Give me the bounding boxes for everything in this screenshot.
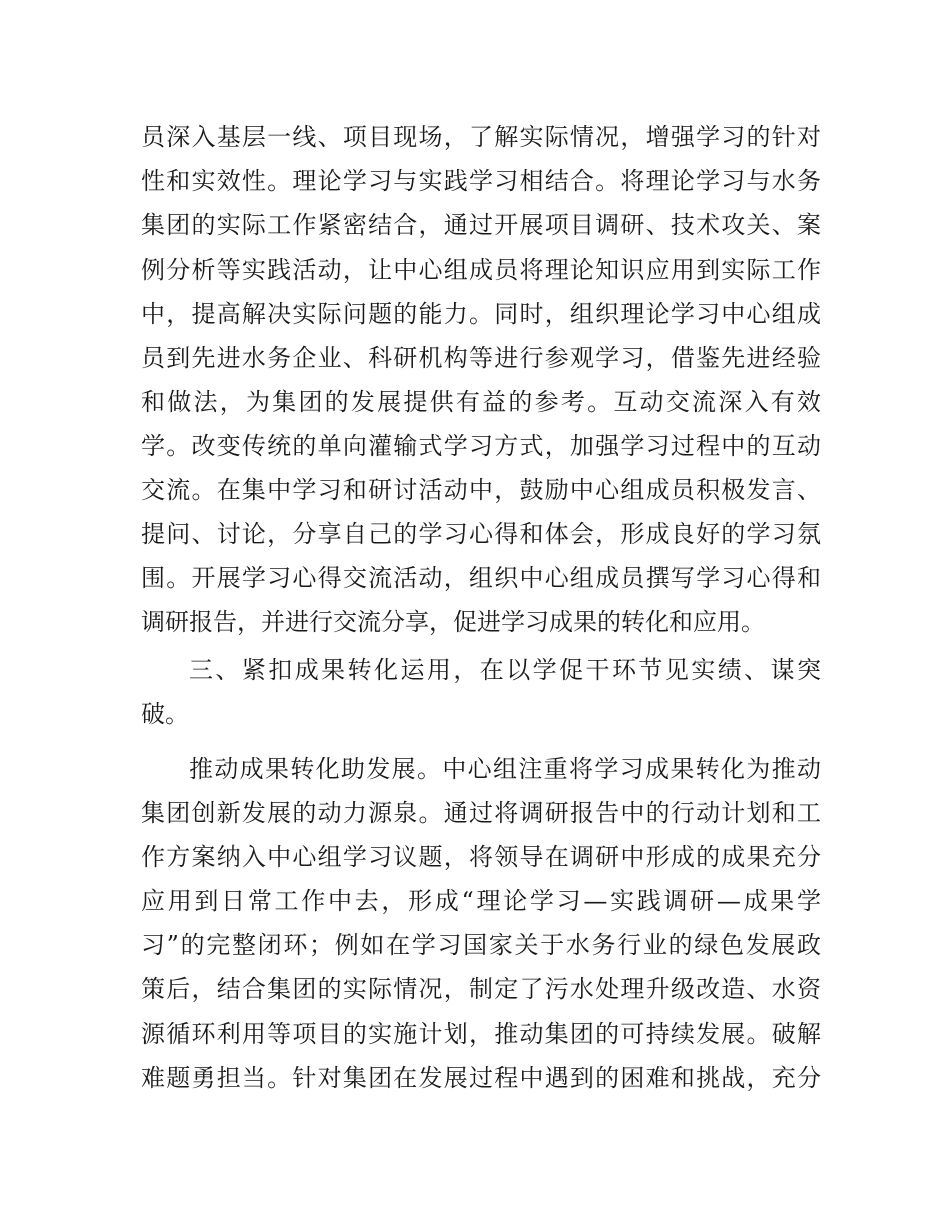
paragraph-line: 习”的完整闭环；例如在学习国家关于水务行业的绿色发展政: [141, 931, 821, 959]
paragraph-line: 难题勇担当。针对集团在发展过程中遇到的困难和挑战，充分: [141, 1064, 821, 1092]
paragraph-line: 调研报告，并进行交流分享，促进学习成果的转化和应用。: [141, 608, 765, 636]
paragraph-line: 应用到日常工作中去，形成“理论学习—实践调研—成果学: [141, 887, 821, 915]
paragraph-line: 源循环利用等项目的实施计划，推动集团的可持续发展。破解: [141, 1020, 821, 1048]
paragraph-line: 例分析等实践活动，让中心组成员将理论知识应用到实际工作: [141, 256, 821, 284]
paragraph-line: 集团创新发展的动力源泉。通过将调研报告中的行动计划和工: [141, 799, 821, 827]
paragraph-line: 作方案纳入中心组学习议题，将领导在调研中形成的成果充分: [141, 843, 821, 871]
section-heading-line: 破。: [141, 700, 189, 728]
paragraph-line: 集团的实际工作紧密结合，通过开展项目调研、技术攻关、案: [141, 211, 821, 239]
paragraph-line: 中，提高解决实际问题的能力。同时，组织理论学习中心组成: [141, 300, 821, 328]
paragraph-line: 性和实效性。理论学习与实践学习相结合。将理论学习与水务: [141, 167, 821, 195]
paragraph-line: 员深入基层一线、项目现场，了解实际情况，增强学习的针对: [141, 123, 821, 151]
paragraph-line: 围。开展学习心得交流活动，组织中心组成员撰写学习心得和: [141, 564, 821, 592]
paragraph-line: 交流。在集中学习和研讨活动中，鼓励中心组成员积极发言、: [141, 476, 821, 504]
paragraph-line: 策后，结合集团的实际情况，制定了污水处理升级改造、水资: [141, 975, 821, 1003]
paragraph-line: 学。改变传统的单向灌输式学习方式，加强学习过程中的互动: [141, 432, 821, 460]
paragraph-line: 推动成果转化助发展。中心组注重将学习成果转化为推动: [189, 755, 821, 783]
paragraph-line: 员到先进水务企业、科研机构等进行参观学习，借鉴先进经验: [141, 344, 821, 372]
section-heading-line: 三、紧扣成果转化运用，在以学促干环节见实绩、谋突: [189, 656, 821, 684]
paragraph-line: 提问、讨论，分享自己的学习心得和体会，形成良好的学习氛: [141, 520, 821, 548]
paragraph-line: 和做法，为集团的发展提供有益的参考。互动交流深入有效: [141, 388, 821, 416]
